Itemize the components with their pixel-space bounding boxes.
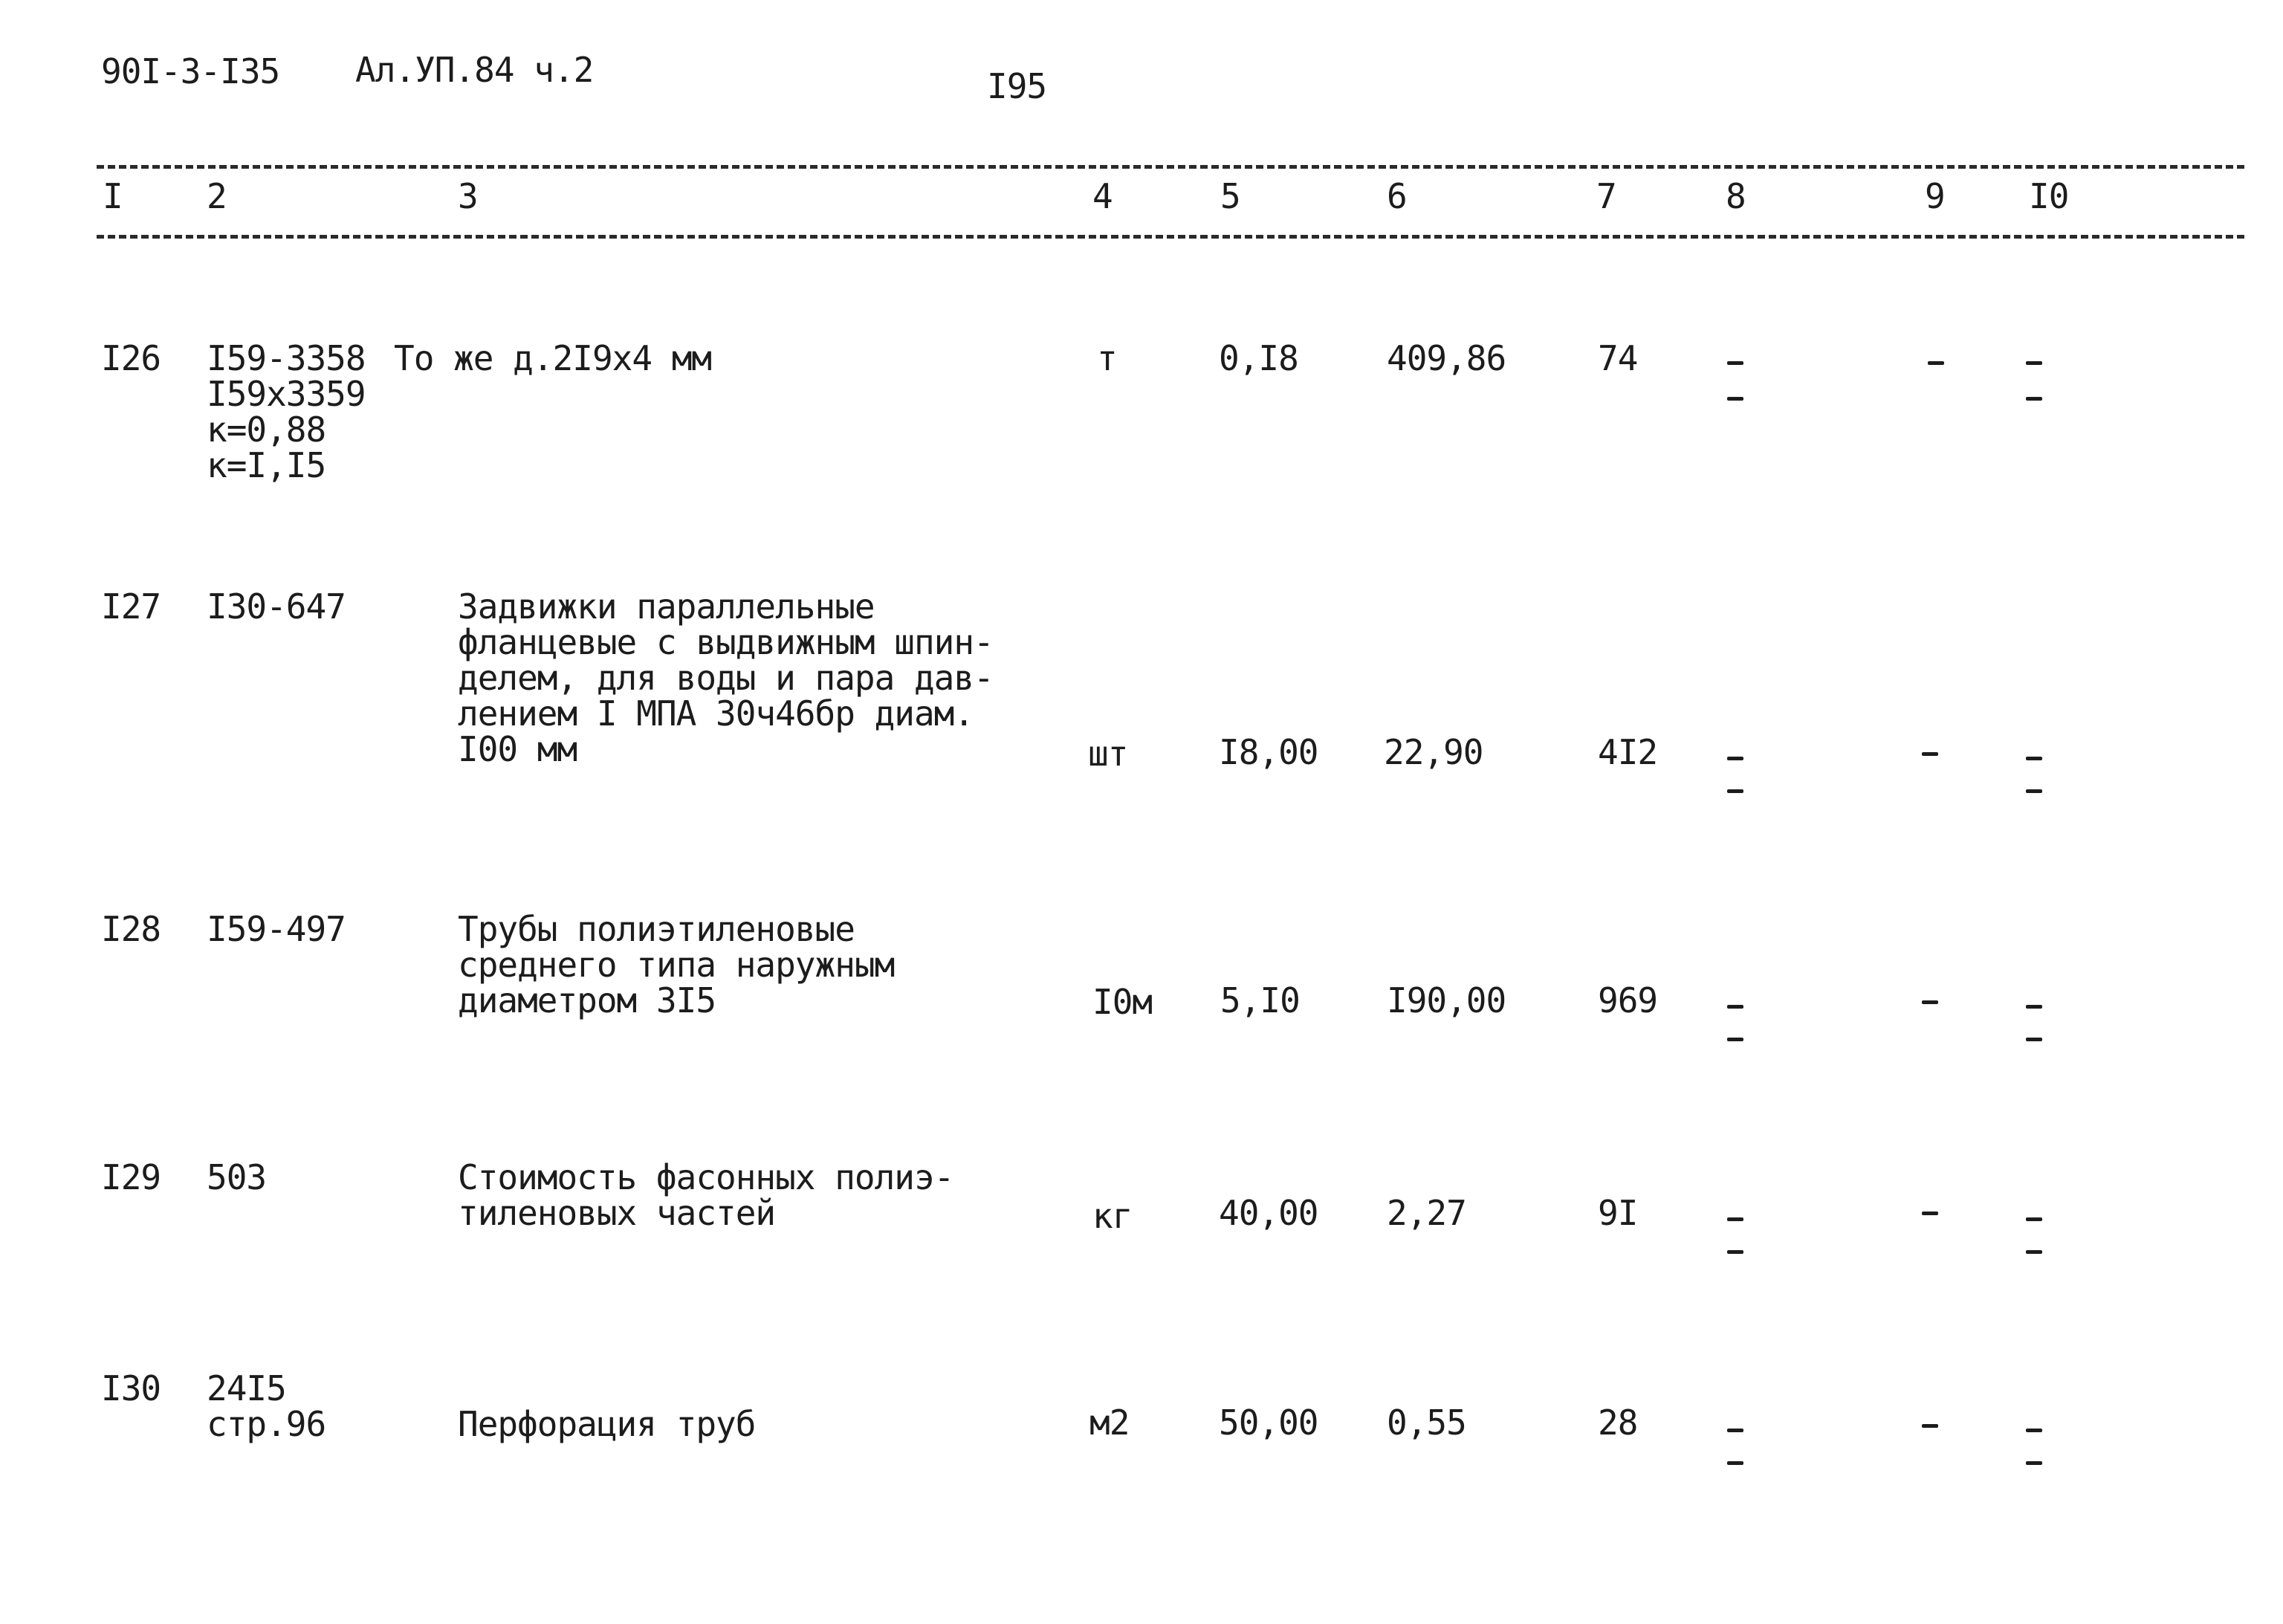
row-col8-dash <box>1727 1250 1743 1254</box>
row-code-line: 503 <box>207 1157 267 1197</box>
column-header-4: 4 <box>1092 176 1113 216</box>
row-col9-dash <box>1922 752 1938 756</box>
row-col8-dash <box>1727 1038 1743 1041</box>
row-col10-dash <box>2026 1429 2042 1432</box>
row-description-line: фланцевые с выдвижным шпин- <box>458 622 994 662</box>
row-description-line: I00 мм <box>458 729 577 769</box>
row-description-line: тиленовых частей <box>458 1193 776 1233</box>
row-description-line: Трубы полиэтиленовые <box>458 909 855 949</box>
row-code-line: I30-647 <box>207 586 346 627</box>
row-code-line: 24I5 <box>207 1368 286 1408</box>
row-code-line: I59x3359 <box>207 374 366 414</box>
row-description-line: Задвижки параллельные <box>458 586 875 627</box>
column-header-8: 8 <box>1726 176 1746 216</box>
row-number: I28 <box>101 909 161 949</box>
row-col8-dash <box>1727 1005 1743 1009</box>
row-quantity: I8,00 <box>1219 732 1318 772</box>
row-col10-dash <box>2026 361 2042 365</box>
row-col10-dash <box>2026 1461 2042 1465</box>
row-col8-dash <box>1727 789 1743 793</box>
row-col8-dash <box>1727 757 1743 760</box>
row-unit-price: 22,90 <box>1384 732 1483 772</box>
row-description-line: Перфорация труб <box>458 1404 756 1444</box>
document-reference: Ал.УП.84 ч.2 <box>355 50 594 90</box>
row-code-line: I59-3358 <box>207 338 366 378</box>
row-col9-dash <box>1928 361 1944 365</box>
row-unit-price: 409,86 <box>1387 338 1506 378</box>
row-description-line: То же д.2I9х4 мм <box>394 338 712 378</box>
row-col10-dash <box>2026 789 2042 793</box>
column-header-3: 3 <box>458 176 478 216</box>
row-col8-dash <box>1727 1217 1743 1221</box>
row-col9-dash <box>1922 1000 1938 1004</box>
row-quantity: 40,00 <box>1219 1193 1318 1233</box>
row-number: I27 <box>101 586 161 627</box>
row-col10-dash <box>2026 757 2042 760</box>
row-number: I29 <box>101 1157 161 1197</box>
row-total: 74 <box>1598 338 1638 378</box>
row-col8-dash <box>1727 1461 1743 1465</box>
row-unit-price: I90,00 <box>1387 980 1506 1020</box>
row-quantity: 0,I8 <box>1219 338 1298 378</box>
column-header-2: 2 <box>207 176 227 216</box>
row-code-line: стр.96 <box>207 1404 326 1444</box>
row-col8-dash <box>1727 361 1743 365</box>
row-total: 969 <box>1598 980 1658 1020</box>
column-header-5: 5 <box>1220 176 1240 216</box>
row-code-line: к=0,88 <box>207 410 326 450</box>
row-col9-dash <box>1922 1424 1938 1428</box>
table-header-top-rule <box>97 165 2244 169</box>
row-total: 28 <box>1598 1403 1638 1443</box>
row-unit: I0м <box>1092 982 1153 1022</box>
row-description-line: Стоимость фасонных полиэ- <box>458 1157 954 1197</box>
row-unit-price: 2,27 <box>1387 1193 1466 1233</box>
document-code: 90I-3-I35 <box>101 51 280 91</box>
row-unit: кг <box>1092 1196 1133 1236</box>
row-code-line: I59-497 <box>207 909 346 949</box>
row-description-line: лением I МПА 30ч46бр диам. <box>458 693 974 734</box>
row-description-line: диаметром 3I5 <box>458 980 716 1020</box>
row-unit: м2 <box>1089 1403 1130 1443</box>
row-description-line: делем, для воды и пара дав- <box>458 658 994 698</box>
row-quantity: 50,00 <box>1219 1403 1318 1443</box>
row-unit: т <box>1097 338 1117 378</box>
row-col9-dash <box>1922 1211 1938 1215</box>
row-description-line: среднего типа наружным <box>458 945 895 985</box>
row-code-line: к=I,I5 <box>207 445 326 485</box>
row-col10-dash <box>2026 1250 2042 1254</box>
row-col8-dash <box>1727 397 1743 401</box>
row-col10-dash <box>2026 1217 2042 1221</box>
page-number: I95 <box>987 66 1047 106</box>
row-number: I30 <box>101 1368 161 1408</box>
row-col10-dash <box>2026 1038 2042 1041</box>
row-total: 4I2 <box>1598 732 1658 772</box>
row-unit: шт <box>1088 734 1128 774</box>
row-col10-dash <box>2026 397 2042 401</box>
row-number: I26 <box>101 338 161 378</box>
row-quantity: 5,I0 <box>1220 980 1300 1020</box>
row-col8-dash <box>1727 1429 1743 1432</box>
table-header-bottom-rule <box>97 235 2244 239</box>
row-unit-price: 0,55 <box>1387 1403 1466 1443</box>
column-header-7: 7 <box>1596 176 1616 216</box>
column-header-6: 6 <box>1387 176 1407 216</box>
column-header-10: I0 <box>2029 176 2069 216</box>
row-col10-dash <box>2026 1005 2042 1009</box>
column-header-9: 9 <box>1925 176 1945 216</box>
row-total: 9I <box>1598 1193 1638 1233</box>
column-header-1: I <box>103 176 123 216</box>
